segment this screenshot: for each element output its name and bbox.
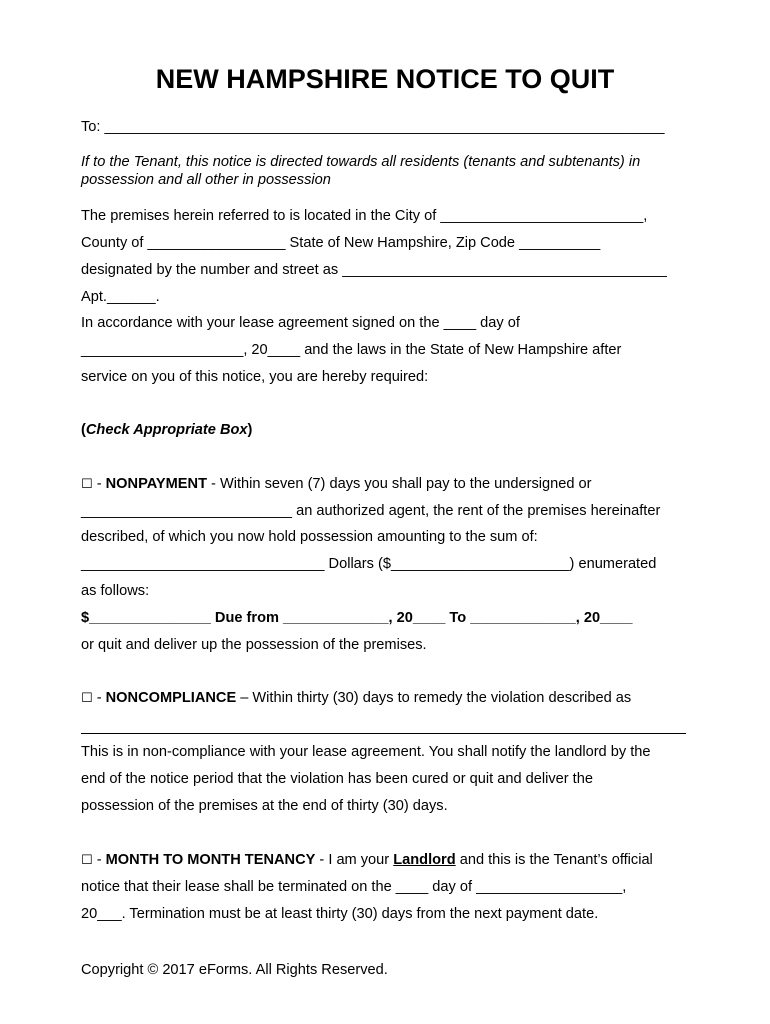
month-to-month-line-1: ☐ - MONTH TO MONTH TENANCY - I am your Landlord and this is the Tenant’s official [81,852,653,868]
premises-county-line: County of _________________ State of New Hampshire, Zip Code __________ [81,235,601,251]
service-line: service on you of this notice, you are hereby required: [81,369,429,385]
intro-line-2: possession and all other in possession [81,172,331,188]
nonpayment-line-2: __________________________ an authorized agent, the rent of the premises hereinafter [81,503,661,519]
copyright-footer: Copyright © 2017 eForms. All Rights Reserved. [81,962,388,978]
violation-blank-line [81,733,686,734]
premises-street-line: designated by the number and street as ________________________________________ [81,262,667,278]
nonpayment-heading: NONPAYMENT [105,476,207,492]
nonpayment-line-7: or quit and deliver up the possession of the premises. [81,637,427,653]
intro-line-1: If to the Tenant, this notice is directed towards all residents (tenants and subtenants) in [81,154,641,170]
to-line: To: _____________________________________________________________________ [81,119,665,135]
premises-apt-line: Apt.______. [81,289,160,305]
nonpayment-line-5: as follows: [81,583,150,599]
lease-date-line: ____________________, 20____ and the laws in the State of New Hampshire after [81,342,622,358]
month-to-month-line-3: 20___. Termination must be at least thirty (30) days from the next payment date. [81,906,599,922]
noncompliance-heading: NONCOMPLIANCE [105,690,237,706]
noncompliance-checkbox[interactable]: ☐ [81,691,93,706]
month-to-month-heading: MONTH TO MONTH TENANCY [105,852,316,868]
nonpayment-checkbox[interactable]: ☐ [81,477,93,492]
month-to-month-checkbox[interactable]: ☐ [81,853,93,868]
landlord-word: Landlord [393,852,456,868]
noncompliance-line-2: This is in non-compliance with your lease agreement. You shall notify the landlord by the [81,744,651,760]
nonpayment-due-line: $_______________ Due from _____________, 20____ To _____________, 20____ [81,610,633,626]
nonpayment-line-3: described, of which you now hold possession amounting to the sum of: [81,529,538,545]
lease-signed-line: In accordance with your lease agreement signed on the ____ day of [81,315,520,331]
nonpayment-line-4: ______________________________ Dollars ($______________________) enumerated [81,556,657,572]
check-box-instruction: (Check Appropriate Box) [81,422,253,438]
month-to-month-line-2: notice that their lease shall be terminated on the ____ day of __________________, [81,879,627,895]
noncompliance-line-1: ☐ - NONCOMPLIANCE – Within thirty (30) days to remedy the violation described as [81,690,632,706]
nonpayment-line-1: ☐ - NONPAYMENT - Within seven (7) days you shall pay to the undersigned or [81,476,592,492]
premises-city-line: The premises herein referred to is located in the City of _________________________, [81,208,648,224]
noncompliance-line-4: possession of the premises at the end of thirty (30) days. [81,798,448,814]
document-title: NEW HAMPSHIRE NOTICE TO QUIT [155,64,615,94]
noncompliance-line-3: end of the notice period that the violation has been cured or quit and deliver the [81,771,593,787]
